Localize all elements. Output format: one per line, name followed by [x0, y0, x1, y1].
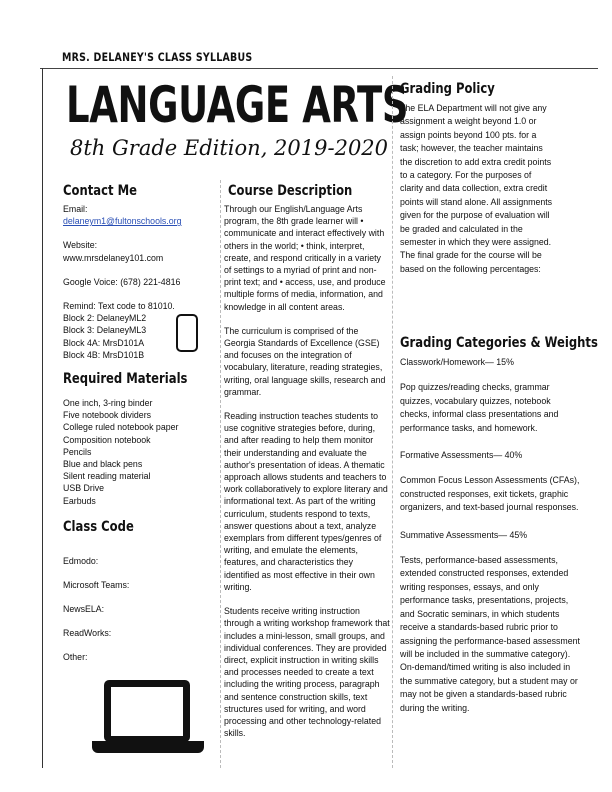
remind-line: Block 4B: MrsD101B	[63, 349, 145, 360]
google-voice: Google Voice: (678) 221-4816	[63, 276, 181, 287]
remind-line: Block 4A: MrsD101A	[63, 337, 145, 348]
course-description	[224, 203, 390, 739]
phone-icon	[176, 314, 198, 352]
list-item: NewsELA:	[63, 604, 105, 614]
contact-heading: Contact Me	[63, 183, 137, 199]
class-code-list	[63, 549, 213, 669]
list-item: Blue and black pens	[63, 459, 143, 470]
summative-weight: Summative Assessments— 45%	[400, 529, 528, 540]
website-label: Website:	[63, 240, 98, 251]
website-link[interactable]: www.mrsdelaney101.com	[63, 252, 164, 263]
grading-categories	[400, 356, 582, 715]
laptop-screen	[111, 687, 183, 736]
course-paragraph: Reading instruction teaches students to use cognitive strategies before, during, and after reading to help them monitor their understanding and evaluate the author's presentation of ideas. A thematic approach allows students and teachers to work collaboratively to explore literary and informational text. As part of the writing curriculum, students respond to texts, answer questions about a text, analyze exemplars from different types/genres of writing, and emulate the elements, features, and characteristics they identified as most effective in their own writing.	[224, 411, 388, 592]
formative-weight: Formative Assessments— 40%	[400, 450, 523, 461]
course-paragraph: The curriculum is comprised of the Georgia Standards of Excellence (GSE) and focuses on the integration of vocabulary, literature, reading strategies, writing, oral language skills, research and grammar.	[224, 325, 386, 397]
remind-line: Block 2: DelaneyML2	[63, 313, 147, 324]
column-divider	[392, 76, 393, 768]
formative-description: Common Focus Lesson Assessments (CFAs), constructed responses, exit tickets, graphic organizers, and text-based journal responses.	[400, 475, 580, 513]
classwork-description: Pop quizzes/reading checks, grammar quizzes, vocabulary quizzes, notebook checks, informal class presentations and performance tasks, and homework.	[400, 382, 559, 433]
materials-list	[63, 397, 218, 507]
left-border	[42, 68, 43, 768]
list-item: Composition notebook	[63, 434, 151, 445]
grading-policy-heading: Grading Policy	[400, 81, 495, 97]
list-item: Silent reading material	[63, 471, 151, 482]
remind-line: Remind: Text code to 81010.	[63, 301, 175, 312]
page-subtitle: 8th Grade Edition, 2019-2020	[70, 136, 389, 160]
list-item: Earbuds	[63, 495, 96, 506]
grading-policy-text	[400, 102, 556, 276]
list-item: Edmodo:	[63, 556, 99, 566]
list-item: ReadWorks:	[63, 628, 112, 638]
course-heading: Course Description	[228, 183, 353, 199]
list-item: College ruled notebook paper	[63, 422, 179, 433]
header-title: MRS. DELANEY'S CLASS SYLLABUS	[62, 50, 253, 64]
list-item: One inch, 3-ring binder	[63, 398, 153, 408]
materials-heading: Required Materials	[63, 371, 188, 387]
list-item: USB Drive	[63, 483, 105, 494]
course-paragraph: Students receive writing instruction through a writing workshop framework that includes a mini-lesson, small groups, and individual conferences. They are provided direct, explicit instruction in writing skills and processes needed to create a text including the writing process, paragraph and sentence construction skills, text structures used for writing, and word processing and other technology-related skills.	[224, 606, 390, 739]
header-divider	[40, 68, 598, 69]
list-item: Five notebook dividers	[63, 410, 152, 421]
email-link[interactable]: delaneym1@fultonschools.org	[63, 216, 182, 227]
course-paragraph: Through our English/Language Arts program, the 8th grade learner will • communicate and interact effectively with others in the world; • think, interpret, create, and respond critically in a variety of settings to a myriad of print and non-print text; and • access, use, and produce multiple forms of media, information, and knowledge in all content areas.	[224, 204, 386, 312]
page-title: LANGUAGE ARTS	[66, 76, 409, 134]
class-code-heading: Class Code	[63, 519, 134, 535]
laptop-base	[92, 741, 204, 753]
remind-line: Block 3: DelaneyML3	[63, 325, 147, 336]
classwork-weight: Classwork/Homework— 15%	[400, 357, 514, 367]
list-item: Microsoft Teams:	[63, 580, 130, 590]
column-divider	[220, 180, 221, 768]
list-item: Other:	[63, 652, 88, 662]
grading-policy-paragraph: The ELA Department will not give any assignment a weight beyond 1.0 or assign points beyond 100 pts. for a task; however, the teacher maintains the discretion to add extra credit points to a category. For the purposes of clarity and data collection, extra credit points will stand alone. All assignments given for the purpose of evaluation will be graded and calculated in the semester in which they were assigned. The final grade for the course will be based on the following percentages:	[400, 103, 553, 274]
email-label: Email:	[63, 204, 88, 214]
summative-description: Tests, performance-based assessments, extended constructed responses, extended writing responses, essays, and only performance tasks, presentations, projects, and Socratic seminars, in which students receive a standards-based rubric prior to assigning the performance-based assessment will be included in the summative category). On-demand/timed writing is also included in the summative category, but a student may or may not be given a standards-based rubric during the writing.	[400, 555, 580, 713]
grading-categories-heading: Grading Categories & Weights	[400, 335, 598, 351]
list-item: Pencils	[63, 446, 92, 457]
